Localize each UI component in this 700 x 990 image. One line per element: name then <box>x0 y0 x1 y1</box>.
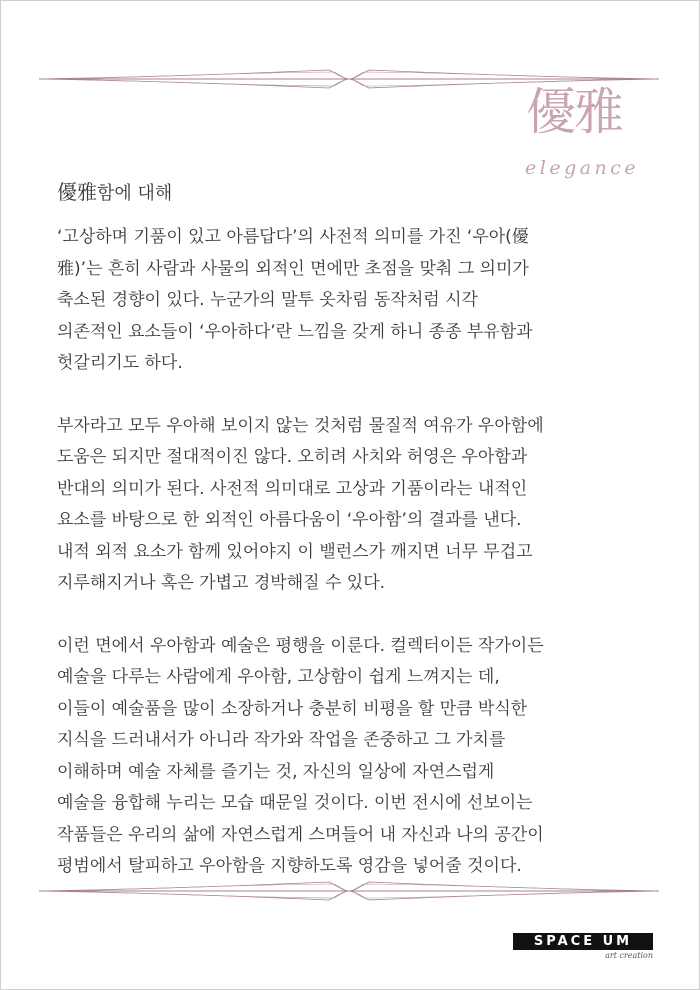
text-line: 雅)’는 흔히 사람과 사물의 외적인 면에만 초점을 맞춰 그 의미가 <box>57 258 529 279</box>
brand-title-latin: elegance <box>525 157 640 179</box>
text-line: 예술을 융합해 누리는 모습 때문일 것이다. 이번 전시에 선보이는 <box>57 793 533 813</box>
body-text <box>57 222 653 914</box>
text-line: 지식을 드러내서가 아니라 작가와 작업을 존중하고 그 가치를 <box>57 730 506 750</box>
text-line: 부자라고 모두 우아해 보이지 않는 것처럼 물질적 여유가 우아함에 <box>57 415 544 436</box>
paragraph <box>57 411 653 600</box>
text-line: 축소된 경향이 있다. 누군가의 말투 옷차림 동작처럼 시각 <box>57 290 478 310</box>
text-line: 이들이 예술품을 많이 소장하거나 충분히 비평을 할 만큼 박식한 <box>57 698 528 719</box>
paragraph <box>57 631 653 883</box>
text-line: 평범에서 탈피하고 우아함을 지향하도록 영감을 넣어줄 것이다. <box>57 856 522 876</box>
section-heading-text: 함에 대해 <box>97 183 173 204</box>
text-line: 이해하며 예술 자체를 즐기는 것, 자신의 일상에 자연스럽게 <box>57 761 495 782</box>
text-line: 내적 외적 요소가 함께 있어야지 이 밸런스가 깨지면 너무 무겁고 <box>57 541 533 562</box>
brand-title-han: 優雅 <box>526 83 622 141</box>
section-heading <box>57 180 172 205</box>
text-line: 도움은 되지만 절대적이진 않다. 오히려 사치와 허영은 우아함과 <box>57 447 528 467</box>
text-line: 요소를 바탕으로 한 외적인 아름다움이 ‘우아함’의 결과를 낸다. <box>57 510 522 530</box>
text-line: ‘고상하며 기품이 있고 아름답다’의 사전적 의미를 가진 ‘우아(優 <box>57 227 529 247</box>
text-line: 작품들은 우리의 삶에 자연스럽게 스며들어 내 자신과 나의 공간이 <box>57 824 544 845</box>
logo-tagline: art creation <box>605 951 653 960</box>
text-line: 지루해지거나 혹은 가볍고 경박해질 수 있다. <box>57 573 386 593</box>
text-line: 의존적인 요소들이 ‘우아하다’란 느낌을 갖게 하니 종종 부유함과 <box>57 321 533 342</box>
logo-wordmark: SPACE UM <box>513 933 653 950</box>
text-line: 이런 면에서 우아함과 예술은 평행을 이룬다. 컬렉터이든 작가이든 <box>57 635 544 656</box>
ornament-divider-bottom <box>39 879 659 903</box>
text-line: 반대의 의미가 된다. 사전적 의미대로 고상과 기품이라는 내적인 <box>57 478 528 499</box>
space-um-logo <box>513 933 657 963</box>
paragraph <box>57 222 653 380</box>
text-line: 예술을 다루는 사람에게 우아함, 고상함이 쉽게 느껴지는 데, <box>57 667 500 687</box>
text-line: 헛갈리기도 하다. <box>57 353 183 373</box>
section-heading-han: 優雅 <box>57 180 97 204</box>
